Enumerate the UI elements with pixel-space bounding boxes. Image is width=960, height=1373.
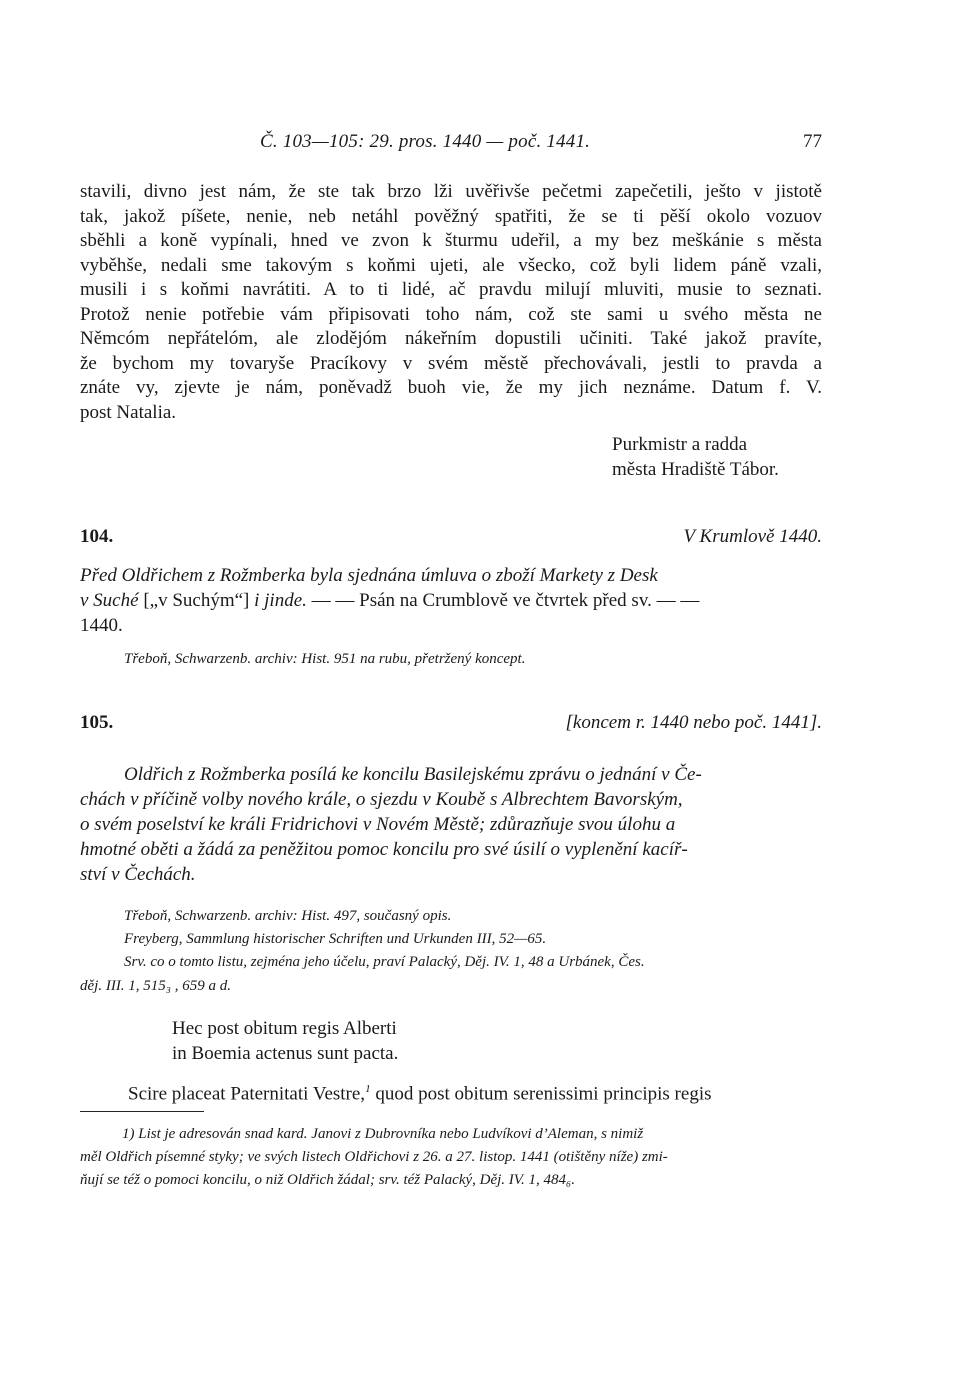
document-place-date-105: [koncem r. 1440 nebo poč. 1441]. [565,712,822,733]
page-number: 77 [803,131,822,152]
latin-line: Hec post obitum regis Alberti [172,1018,397,1039]
footnote-line: měl Oldřich písemné styky; ve svých listech Oldřichovi z 26. a 27. listop. 1441 (otištěny níže) zmi- [80,1149,668,1165]
footnote-marker: 1 [365,1083,371,1095]
regest-place: v Suché [80,590,139,611]
regest-line: Před Oldřichem z Rožmberka byla sjednána úmluva o zboží Markety z Desk [80,565,658,586]
text-line: Protož nenie potřebie vám připisovati toho nám, což ste sami u svého města ne [80,303,822,325]
regest-line: hmotné oběti a žádá za peněžitou pomoc koncilu pro své úsilí o vyplenění kacíř- [80,839,688,860]
regest-line: Oldřich z Rožmberka posílá ke koncilu Basilejskému zprávu o jednání v Če- [124,764,702,785]
text-line: musili i s koňmi navrátiti. A to ti lidé, ač pravdu milují mluviti, musie to seznati. [80,279,822,300]
regest-line: chách v příčině volby nového krále, o sjezdu v Koubě s Albrechtem Bavorským, [80,789,683,810]
signature-block [612,432,779,482]
text-line: Němcóm nepřátelóm, ale zlodějóm nákeřním dopustili učiniti. Také jakož pravíte, [80,328,822,349]
text-line: post Natalia. [80,401,177,423]
source-note: Srv. co o tomto listu, zejména jeho účelu, praví Palacký, Děj. IV. 1, 48 a Urbánek, Čes. [124,954,645,970]
regest-line [80,588,822,613]
regest-incipit: — — Psán na Crumblově ve čtvrtek před sv. — — [306,590,700,611]
text-segment: quod post obitum serenissimi principis regis [370,1083,712,1105]
document-place-date-104: V Krumlově 1440. [683,526,822,547]
signature-line: Purkmistr a radda [612,434,748,455]
text-line: tak, jakož píšete, nenie, neb netáhl pověžný spatřiti, že se ti pěší okolo vozuov [80,205,822,227]
regest-line: o svém poselství ke králi Fridrichovi v Novém Městě; zdůrazňuje svou úlohu a [80,814,676,835]
archive-note-104: Třeboň, Schwarzenb. archiv: Hist. 951 na rubu, přetržený koncept. [124,651,526,667]
regest-104 [80,563,822,638]
footnote-block [80,1123,822,1192]
source-notes-105 [124,905,822,974]
regest-line: ství v Čechách. [80,864,196,885]
source-note-continuation: děj. III. 1, 515₃ , 659 a d. [80,978,232,994]
regest-line: 1440. [80,615,123,636]
footnote-line: ňují se též o pomoci koncilu, o niž Oldřich žádal; srv. též Palacký, Děj. IV. 1, 484₆. [80,1172,575,1188]
document-number-105: 105. [80,712,114,733]
footnote-divider [80,1111,204,1112]
latin-line: in Boemia actenus sunt pacta. [172,1043,399,1064]
footnote-line: 1) List je adresován snad kard. Janovi z Dubrovníka nebo Ludvíkovi d’Aleman, s nimiž [122,1126,644,1142]
source-note: Freyberg, Sammlung historischer Schriften und Urkunden III, 52—65. [124,931,547,947]
text-line: znáte vy, zjevte je nám, poněvadž buoh vie, že my jich neznáme. Datum f. V. [80,377,822,398]
text-segment: Scire placeat Paternitati Vestre, [128,1083,366,1105]
regest-place-variant: [„v Suchým“] [138,590,255,611]
letter-103-body [80,180,822,425]
regest-extra: i jinde. [254,590,307,611]
latin-heading [172,1016,398,1066]
text-line: stavili, divno jest nám, že ste tak brzo lži uvěřivše pečetmi zapečetili, ještо v jistotě [80,181,822,202]
signature-line: města Hradiště Tábor. [612,459,779,480]
source-note: Třeboň, Schwarzenb. archiv: Hist. 497, současný opis. [124,908,452,924]
letter-105-text-start [128,1083,712,1105]
text-line: sběhli a koně vypínali, hned ve zvon k šturmu udeřil, a my bez meškánie s města [80,230,822,251]
document-number-104: 104. [80,526,114,547]
running-header-title: Č. 103—105: 29. pros. 1440 — poč. 1441. [260,131,591,152]
text-line: že bychom my tovaryše Pracíkovy v svém městě přechovávali, jestli to pravda a [80,352,822,374]
text-line: vyběhše, nedali sme takovým s koňmi ujeti, ale všecko, což byli lidem páně vzali, [80,254,822,276]
regest-105 [80,762,822,887]
